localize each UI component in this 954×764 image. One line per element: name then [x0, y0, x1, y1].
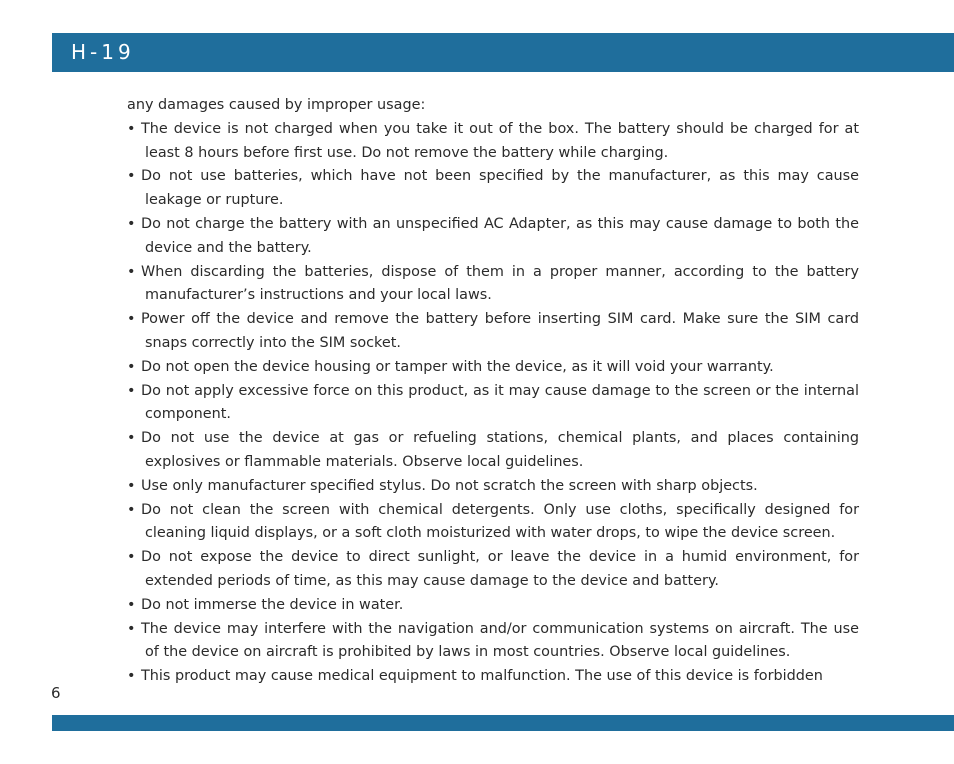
list-item-text: This product may cause medical equipment to malfunction. The use of this device is forbidden: [141, 668, 823, 685]
list-item-text: The device may interfere with the navigation and/or communication systems on aircraft. The use of the device on aircraft is prohibited by laws in most countries. Observe local guidelines.: [141, 620, 859, 661]
list-item-text: When discarding the batteries, dispose of them in a proper manner, according to the battery manufacturer’s instructions and your local laws.: [141, 263, 859, 304]
list-item: [127, 356, 859, 380]
list-item-text: Do not apply excessive force on this product, as it may cause damage to the screen or the internal component.: [141, 382, 859, 423]
list-item: [127, 594, 859, 618]
list-item: [127, 499, 859, 547]
bullet-icon: •: [127, 263, 136, 280]
bullet-icon: •: [127, 311, 136, 328]
bullet-icon: •: [127, 430, 136, 447]
model-title: H-19: [71, 40, 135, 64]
list-item: [127, 618, 859, 666]
bullet-icon: •: [127, 382, 136, 399]
bullet-icon: •: [127, 215, 136, 232]
list-item: [127, 261, 859, 309]
list-item: [127, 380, 859, 428]
list-item-text: The device is not charged when you take it out of the box. The battery should be charged for at least 8 hours before first use. Do not remove the battery while charging.: [141, 120, 859, 161]
page-number: 6: [51, 684, 61, 702]
list-item-text: Power off the device and remove the battery before inserting SIM card. Make sure the SIM card snaps correctly into the SIM socket.: [141, 311, 859, 351]
list-item-text: Do not use the device at gas or refueling stations, chemical plants, and places containing explosives or flammable materials. Observe local guidelines.: [141, 430, 859, 470]
footer-bar: [52, 715, 954, 731]
bullet-icon: •: [127, 501, 136, 518]
list-item-text: Do not clean the screen with chemical detergents. Only use cloths, specifically designed for cleaning liquid displays, or a soft cloth moisturized with water drops, to wipe the device screen.: [141, 501, 859, 542]
list-item: [127, 118, 859, 166]
list-item: [127, 213, 859, 261]
bullet-icon: •: [127, 358, 136, 375]
bullet-icon: •: [127, 596, 136, 613]
list-item: [127, 427, 859, 475]
bullet-icon: •: [127, 477, 136, 494]
list-item: [127, 665, 859, 689]
list-item-text: Do not open the device housing or tamper with the device, as it will void your warranty.: [141, 358, 774, 375]
bullet-icon: •: [127, 120, 136, 137]
list-item: [127, 546, 859, 594]
list-item: [127, 475, 859, 499]
list-item-text: Do not use batteries, which have not been specified by the manufacturer, as this may cause leakage or rupture.: [141, 168, 859, 209]
list-item-text: Do not immerse the device in water.: [141, 596, 404, 613]
header-bar: [52, 33, 954, 72]
list-item: [127, 308, 859, 356]
bullet-icon: •: [127, 620, 136, 637]
list-item-text: Do not expose the device to direct sunlight, or leave the device in a humid environment, for extended periods of time, as this may cause damage to the device and battery.: [141, 549, 859, 589]
list-item: [127, 165, 859, 213]
safety-list: [127, 118, 859, 689]
bullet-icon: •: [127, 549, 136, 566]
bullet-icon: •: [127, 668, 136, 685]
page-content: [127, 94, 859, 689]
list-item-text: Use only manufacturer specified stylus. Do not scratch the screen with sharp objects.: [141, 477, 758, 494]
list-item-text: Do not charge the battery with an unspecified AC Adapter, as this may cause damage to both the device and the battery.: [141, 215, 859, 256]
bullet-icon: •: [127, 168, 136, 185]
intro-text: any damages caused by improper usage:: [127, 97, 426, 113]
